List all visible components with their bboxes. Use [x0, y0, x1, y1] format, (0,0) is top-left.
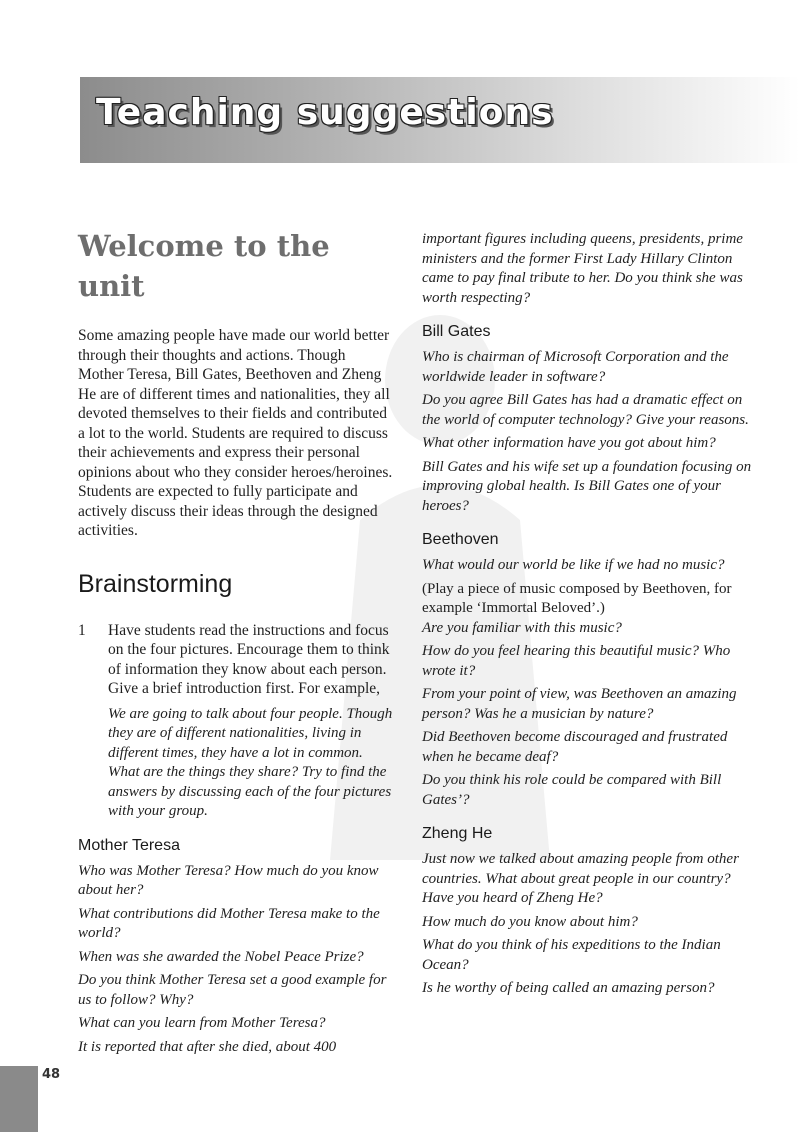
instruction-item: [78, 621, 394, 822]
left-column: [78, 226, 394, 1061]
page-number-block: [0, 1066, 38, 1132]
zheng-he-question: What do you think of his expeditions to the Indian Ocean?: [422, 937, 721, 973]
mother-teresa-question: Who was Mother Teresa? How much do you know about her?: [78, 862, 379, 898]
page-number: 48: [42, 1067, 61, 1082]
instruction-example: We are going to talk about four people. Though they are of different nationalities, living in different times, they have a lot in common. What are the things they share? Try to find the answers by discussing each of the four pictures with your group.: [108, 705, 393, 819]
mother-teresa-question-start: It is reported that after she died, about 400: [78, 1038, 337, 1055]
bill-gates-question: Do you agree Bill Gates has had a dramatic effect on the world of computer technology? Give your reasons.: [422, 392, 749, 428]
mother-teresa-question: What contributions did Mother Teresa make to the world?: [78, 905, 380, 941]
beethoven-question: Are you familiar with this music?: [422, 619, 622, 636]
beethoven-heading: Beethoven: [422, 531, 499, 548]
bill-gates-question: Bill Gates and his wife set up a foundation focusing on improving global health. Is Bill Gates one of your heroes?: [422, 458, 752, 514]
mother-teresa-heading: Mother Teresa: [78, 836, 180, 854]
bill-gates-heading: Bill Gates: [422, 323, 491, 340]
page-header-title: Teaching suggestions: [96, 92, 554, 133]
beethoven-note: (Play a piece of music composed by Beethoven, for example ‘Immortal Beloved’.): [422, 580, 732, 616]
right-column: [422, 230, 752, 1003]
mother-teresa-question: When was she awarded the Nobel Peace Prize?: [78, 948, 364, 965]
beethoven-question: What would our world be like if we had no music?: [422, 557, 725, 573]
instruction-text: Have students read the instructions and focus on the four pictures. Encourage them to think of information they know about each person. Give a brief introduction first. For example,: [108, 621, 390, 697]
zheng-he-heading: Zheng He: [422, 825, 493, 842]
mother-teresa-question-continued: important figures including queens, presidents, prime ministers and the former First Lady Hillary Clinton came to pay final tribute to her. Do you think she was worth respecting?: [422, 231, 743, 306]
welcome-body: Some amazing people have made our world better through their thoughts and actions. Though Mother Teresa, Bill Gates, Beethoven and Zheng He are of different times and nationalities, they all devoted themselves to their fields and contributed a lot to the world. Students are required to discuss their achievements and express their personal opinions about who they consider heroes/heroines. Students are expected to fully participate and actively discuss their ideas through the designed activities.: [78, 327, 393, 539]
brainstorming-title: Brainstorming: [78, 569, 233, 598]
zheng-he-question: Is he worthy of being called an amazing person?: [422, 980, 715, 996]
bill-gates-question: What other information have you got about him?: [422, 435, 716, 451]
mother-teresa-question: What can you learn from Mother Teresa?: [78, 1015, 326, 1031]
zheng-he-question: How much do you know about him?: [422, 913, 638, 930]
beethoven-question: Do you think his role could be compared with Bill Gates’?: [422, 772, 722, 808]
zheng-he-question: Just now we talked about amazing people from other countries. What about great people in our country? Have you heard of Zheng He?: [422, 851, 739, 906]
beethoven-question: Did Beethoven become discouraged and frustrated when he became deaf?: [422, 729, 728, 765]
bill-gates-question: Who is chairman of Microsoft Corporation and the worldwide leader in software?: [422, 349, 729, 385]
beethoven-question: How do you feel hearing this beautiful music? Who wrote it?: [422, 643, 731, 679]
instruction-number: 1: [78, 621, 86, 639]
welcome-title: Welcome to the unit: [78, 229, 330, 303]
beethoven-question: From your point of view, was Beethoven an amazing person? Was he a musician by nature?: [422, 686, 737, 722]
mother-teresa-question: Do you think Mother Teresa set a good example for us to follow? Why?: [78, 972, 387, 1008]
